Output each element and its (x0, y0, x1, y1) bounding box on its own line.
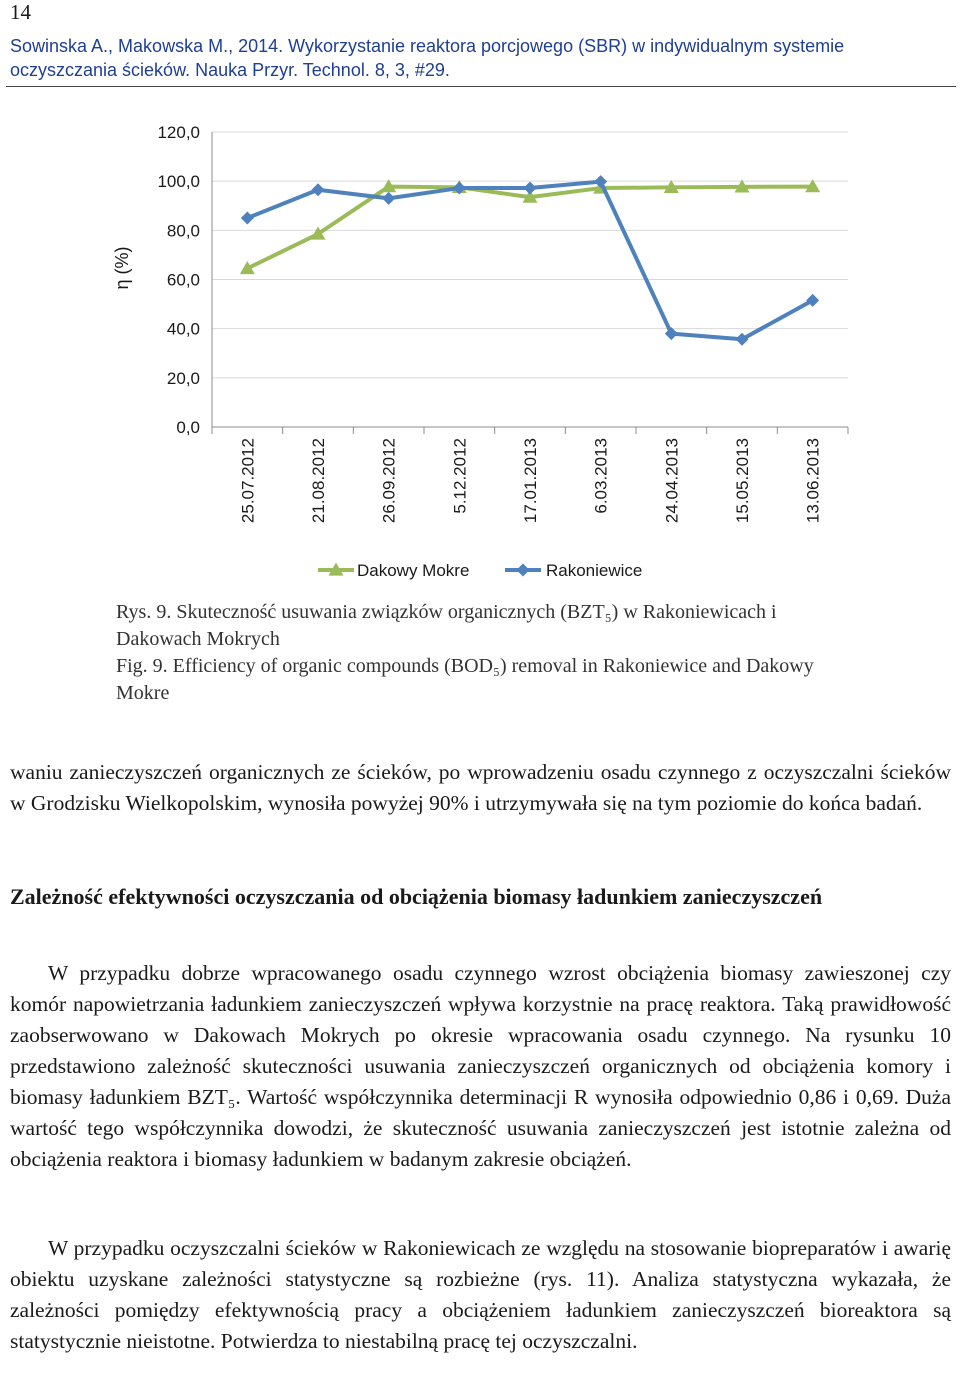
y-tick-label: 100,0 (157, 172, 200, 192)
section-heading: Zależność efektywności oczyszczania od obciążenia biomasy ładunkiem zanieczyszczeń (10, 884, 823, 909)
paragraph-continued: waniu zanieczyszczeń organicznych ze ścieków, po wprowadzeniu osadu czynnego z oczyszczalni ścieków w Grodzisku Wielkopolskim, wynosiła powyżej 90% i utrzymywała się na tym poziomie do końca badań. (10, 760, 951, 815)
x-tick-label: 5.12.2012 (450, 438, 470, 514)
y-tick-label: 40,0 (166, 319, 200, 339)
y-tick-label: 120,0 (157, 123, 200, 142)
header-divider (6, 86, 956, 87)
efficiency-line-chart (0, 100, 960, 590)
y-axis-label: η (%) (112, 246, 132, 290)
legend-marker (517, 564, 530, 577)
paragraph-dakowy: W przypadku dobrze wpracowanego osadu czynnego wzrost obciążenia biomasy zawieszonej czy komór napowietrzania ładunkiem zanieczyszczeń wpływa korzystnie na pracę reaktora. Taką prawidłowość zaobserwowano w Dakowach Mokrych po okresie wpracowania osadu czynnego. Na rysunku 10 przedstawiono zależność skuteczności usuwania zanieczyszczeń organicznych od obciążenia komory i biomasy ładunkiem BZT₅. Wartość współczynnika determinacji R wynosiła odpowiednio 0,86 i 0,69. Duża wartość tego współczynnika dowodzi, że skuteczność usuwania zanieczyszczeń jest istotnie zależna od obciążenia reaktora i biomasy ładunkiem w badanym zakresie obciążeń. (10, 961, 951, 1171)
x-tick-label: 21.08.2012 (309, 438, 328, 524)
y-tick-label: 60,0 (166, 270, 200, 290)
y-tick-label: 0,0 (176, 418, 200, 437)
y-tick-label: 20,0 (166, 368, 200, 388)
figure-caption-pl: Rys. 9. Skuteczność usuwania związków organicznych (BZT₅) w Rakoniewicach i Dakowach Mokrych (116, 601, 777, 650)
legend-label: Dakowy Mokre (357, 561, 470, 580)
x-tick-label: 17.01.2013 (521, 438, 540, 524)
data-point (382, 192, 395, 205)
figure-caption-en: Fig. 9. Efficiency of organic compounds (BOD₅) removal in Rakoniewice and Dakowy Mokre (116, 655, 814, 704)
citation-header: Sowinska A., Makowska M., 2014. Wykorzystanie reaktora porcjowego (SBR) w indywidualnym systemie oczyszczania ścieków. Nauka Przyr. Technol. 8, 3, #29. (10, 36, 845, 80)
page-number: 14 (10, 0, 31, 24)
x-tick-label: 26.09.2012 (379, 438, 399, 524)
x-tick-label: 6.03.2013 (591, 438, 611, 514)
x-tick-label: 15.05.2013 (733, 438, 752, 524)
data-point (524, 182, 537, 195)
data-point (312, 183, 325, 196)
x-tick-label: 13.06.2013 (803, 438, 823, 524)
legend-item (505, 561, 642, 580)
legend-label: Rakoniewice (546, 561, 643, 580)
data-point (241, 212, 254, 225)
y-tick-label: 80,0 (166, 221, 200, 241)
legend-item (318, 561, 469, 580)
series-line (247, 182, 812, 340)
paragraph-rakoniewice: W przypadku oczyszczalni ścieków w Rakoniewicach ze względu na stosowanie biopreparatów i awarię obiektu uzyskane zależności statystyczne są rozbieżne (rys. 11). Analiza statystyczna wykazała, że zależności pomiędzy efektywnością pracy a obciążeniem ładunkiem zanieczyszczeń bioreaktora są statystycznie nieistotne. Potwierdza to niestabilną pracę tej oczyszczalni. (10, 1236, 951, 1353)
x-tick-label: 25.07.2012 (238, 438, 258, 524)
x-tick-label: 24.04.2013 (662, 438, 682, 524)
